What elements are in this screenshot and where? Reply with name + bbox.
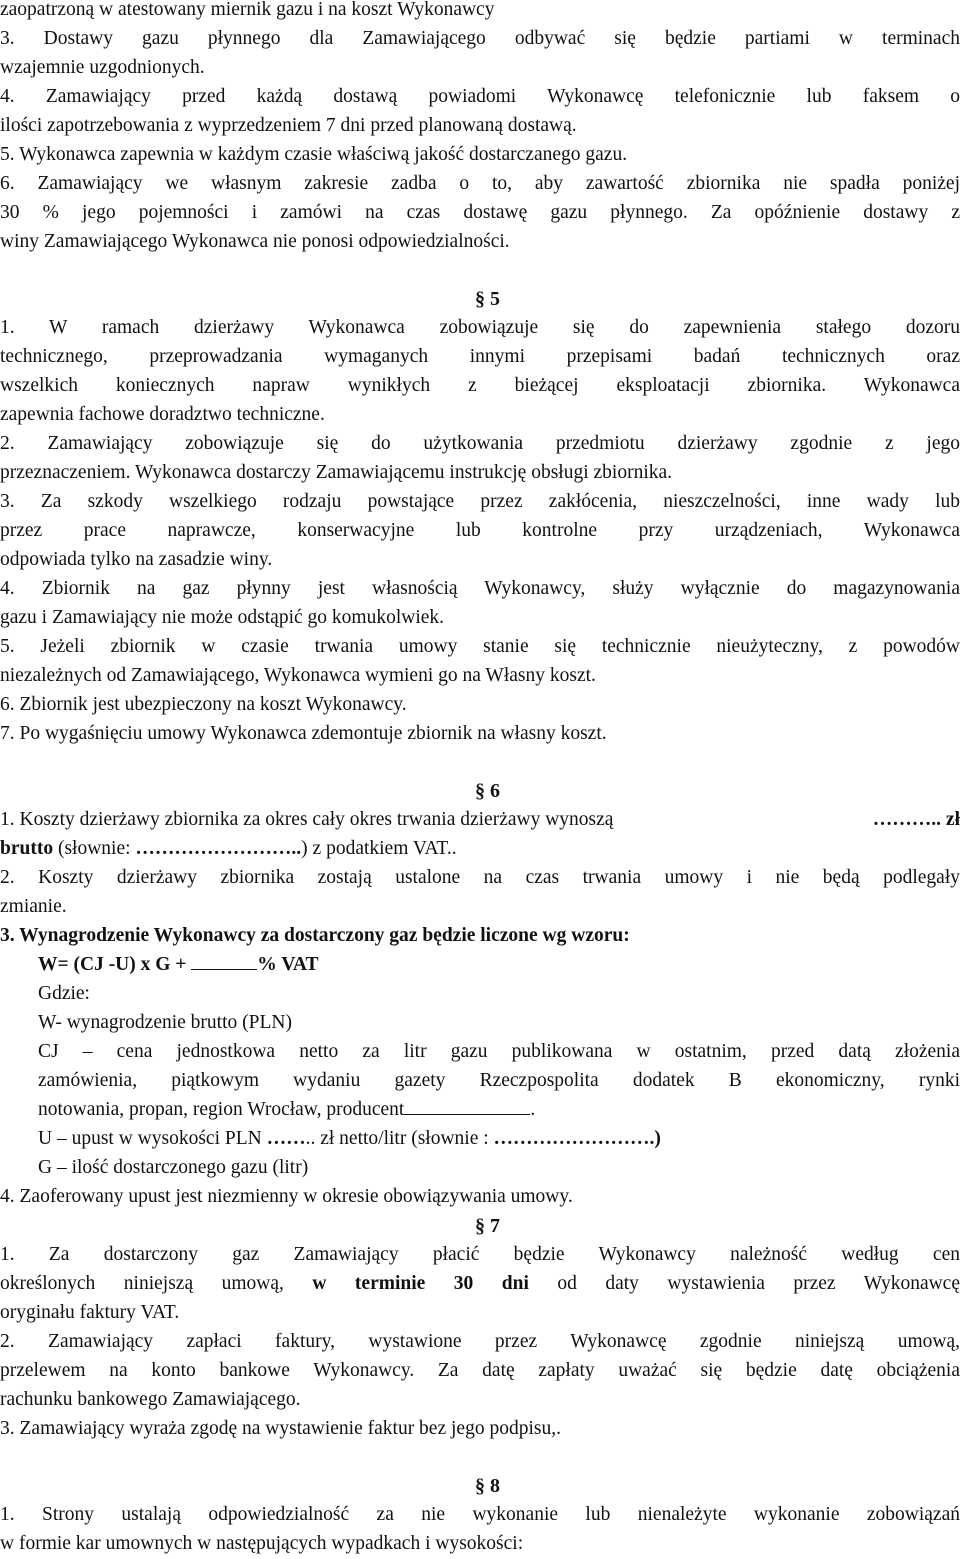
text-line: zaopatrzoną w atestowany miernik gazu i na koszt Wykonawcy [0, 0, 495, 20]
text-line: odpowiada tylko na zasadzie winy. [0, 549, 273, 570]
text-line: zamówienia, piątkowym wydaniu gazety Rzeczpospolita dodatek B ekonomiczny, rynki [38, 1070, 960, 1091]
text-span: .. zł netto/litr (słownie : [305, 1128, 494, 1149]
text-line: rachunku bankowego Zamawiającego. [0, 1389, 301, 1410]
text-line: 2. Zamawiający zapłaci faktury, wystawione przez Wykonawcę zgodnie niniejszą umową, [0, 1331, 960, 1352]
text-line: niezależnych od Zamawiającego, Wykonawca wymieni go na Własny koszt. [0, 665, 596, 686]
producer-blank-line [404, 1096, 530, 1115]
text-line: ilości zapotrzebowania z wyprzedzeniem 7 dni przed planowaną dostawą. [0, 115, 577, 136]
text-span: (słownie: [53, 838, 136, 859]
bold-text: w terminie 30 dni [312, 1273, 529, 1294]
section-heading-6: § 6 [475, 780, 500, 802]
text-line: 30 % jego pojemności i zamówi na czas dostawę gazu płynnego. Za opóźnienie dostawy z [0, 202, 960, 223]
text-line: W- wynagrodzenie brutto (PLN) [38, 1012, 292, 1033]
vat-blank-line [191, 951, 257, 970]
text-line [0, 1270, 960, 1299]
text-line [38, 1096, 960, 1125]
text-line: 5. Wykonawca zapewnia w każdym czasie właściwą jakość dostarczanego gazu. [0, 144, 628, 165]
text-line: 1. Za dostarczony gaz Zamawiający płacić będzie Wykonawcy należność według cen [0, 1244, 960, 1265]
text-line: wzajemnie uzgodnionych. [0, 57, 205, 78]
text-line: 2. Koszty dzierżawy zbiornika zostają ustalone na czas trwania umowy i nie będą podlegały [0, 867, 960, 888]
text-line: 1. W ramach dzierżawy Wykonawca zobowiązuje się do zapewnienia stałego dozoru [0, 317, 960, 338]
text-line: 2. Zamawiający zobowiązuje się do użytkowania przedmiotu dzierżawy zgodnie z jego [0, 433, 960, 454]
text-line: 5. Jeżeli zbiornik w czasie trwania umowy stanie się technicznie nieużyteczny, z powodów [0, 636, 960, 657]
section-heading-8: § 8 [475, 1475, 500, 1497]
text-line: G – ilość dostarczonego gazu (litr) [38, 1157, 309, 1178]
text-span: . [530, 1099, 536, 1120]
text-line: 6. Zbiornik jest ubezpieczony na koszt Wykonawcy. [0, 694, 407, 715]
text-span: notowania, propan, region Wrocław, producent [38, 1099, 405, 1120]
text-line: 3. Zamawiający wyraża zgodę na wystawienie faktur bez jego podpisu,. [0, 1418, 561, 1439]
formula-line [38, 951, 960, 980]
text-line: technicznego, przeprowadzania wymaganych innymi przepisami badań technicznych oraz [0, 346, 960, 367]
text-line: wszelkich koniecznych napraw wynikłych z bieżącej eksploatacji zbiornika. Wykonawca [0, 375, 960, 396]
text-span: ) z podatkiem VAT.. [301, 838, 457, 859]
formula-text: W= (CJ -U) x G + [38, 954, 192, 975]
text-line [0, 806, 960, 835]
text-line: 3. Za szkody wszelkiego rodzaju powstające przez zakłócenia, nieszczelności, inne wady lub [0, 491, 960, 512]
text-line: 4. Zbiornik na gaz płynny jest własnością Wykonawcy, służy wyłącznie do magazynowania [0, 578, 960, 599]
text-line [38, 1125, 960, 1154]
text-line: CJ – cena jednostkowa netto za litr gazu publikowana w ostatnim, przed datą złożenia [38, 1041, 960, 1062]
section-heading-7: § 7 [475, 1215, 500, 1237]
section-heading-5: § 5 [475, 288, 500, 310]
text-span: 1. Koszty dzierżawy zbiornika za okres cały okres trwania dzierżawy wynoszą [0, 809, 614, 830]
text-line: winy Zamawiającego Wykonawca nie ponosi odpowiedzialności. [0, 231, 510, 252]
text-line: 1. Strony ustalają odpowiedzialność za nie wykonanie lub nienależyte wykonanie zobowiązań [0, 1504, 960, 1525]
text-line: 6. Zamawiający we własnym zakresie zadba o to, aby zawartość zbiornika nie spadła poniżej [0, 173, 960, 194]
text-line: Gdzie: [38, 983, 90, 1004]
text-line: przeznaczeniem. Wykonawca dostarczy Zamawiającemu instrukcję obsługi zbiornika. [0, 462, 673, 483]
discount-placeholder: …… [266, 1128, 306, 1149]
text-line: zapewnia fachowe doradztwo techniczne. [0, 404, 325, 425]
text-line: przez prace naprawcze, konserwacyjne lub kontrolne przy urządzeniach, Wykonawca [0, 520, 960, 541]
text-line [0, 835, 960, 864]
text-line: 3. Dostawy gazu płynnego dla Zamawiającego odbywać się będzie partiami w terminach [0, 28, 960, 49]
text-line: 4. Zaoferowany upust jest niezmienny w okresie obowiązywania umowy. [0, 1186, 573, 1207]
text-span: od daty wystawienia przez Wykonawcę [528, 1273, 960, 1294]
amount-placeholder: ……….. zł [872, 809, 960, 830]
formula-heading: 3. Wynagrodzenie Wykonawcy za dostarczony gaz będzie liczone wg wzoru: [0, 925, 630, 946]
text-line: oryginału faktury VAT. [0, 1302, 180, 1323]
text-line: zmianie. [0, 896, 67, 917]
text-line: gazu i Zamawiający nie może odstąpić go komukolwiek. [0, 607, 445, 628]
text-line: w formie kar umownych w następujących wypadkach i wysokości: [0, 1533, 524, 1554]
text-span: określonych niniejszą umową, [0, 1273, 313, 1294]
text-line: 7. Po wygaśnięciu umowy Wykonawca zdemontuje zbiornik na własny koszt. [0, 723, 607, 744]
text-line: 4. Zamawiający przed każdą dostawą powiadomi Wykonawcę telefonicznie lub faksem o [0, 86, 960, 107]
text-line: przelewem na konto bankowe Wykonawcy. Za datę zapłaty uważać się będzie datę obciążenia [0, 1360, 960, 1381]
words-placeholder: …………………….. [135, 838, 302, 859]
bold-text: brutto [0, 838, 54, 859]
text-span: U – upust w wysokości PLN [38, 1128, 267, 1149]
words-placeholder: …………………….) [493, 1128, 661, 1149]
formula-text: % VAT [257, 954, 319, 975]
